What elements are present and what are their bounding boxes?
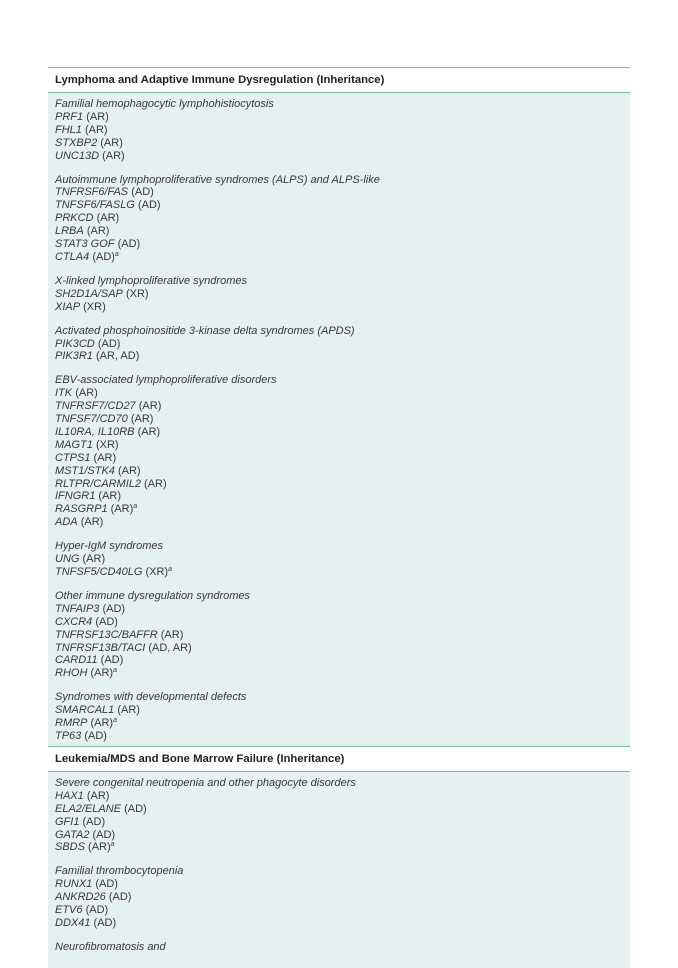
gene-row [55, 150, 623, 163]
footnote-marker: a [133, 503, 138, 511]
gene-symbol: GFI1 [55, 815, 80, 828]
inheritance-mode: (AD, AR) [148, 641, 192, 654]
inheritance-mode: (AD) [93, 916, 117, 929]
gene-symbol: TNFAIP3 [55, 602, 100, 615]
gene-symbol: TNFRSF13B/TACI [55, 641, 146, 654]
inheritance-mode: (AR) [130, 413, 154, 426]
gene-row [55, 516, 623, 529]
gene-row [55, 238, 623, 251]
gene-symbol: PIK3CD [55, 337, 95, 350]
gene-row [55, 667, 623, 680]
gene-symbol: TNFSF6/FASLG [55, 199, 135, 212]
inheritance-mode: (AR) [82, 553, 106, 566]
gene-row [55, 891, 623, 904]
inheritance-mode: (AD) [102, 602, 126, 615]
gene-symbol: STAT3 GOF [55, 238, 115, 251]
gene-row [55, 111, 623, 124]
gene-row [55, 878, 623, 891]
inheritance-mode: (AR) [110, 503, 134, 516]
footnote-marker: a [113, 667, 117, 675]
footnote-marker: a [110, 841, 115, 849]
section-header: Leukemia/MDS and Bone Marrow Failure (Inheritance) [48, 746, 630, 772]
gene-row [55, 629, 623, 642]
gene-row [55, 186, 623, 199]
disorder-group-title: Neurofibromatosis and [55, 940, 166, 953]
inheritance-mode: (XR) [125, 287, 149, 300]
gene-symbol: LRBA [55, 225, 84, 238]
disorder-group-title: Other immune dysregulation syndromes [55, 589, 251, 602]
gene-symbol: XIAP [55, 300, 81, 313]
inheritance-mode: (AD) [108, 891, 132, 904]
inheritance-mode: (AD) [131, 186, 154, 199]
disorder-group-title: Familial thrombocytopenia [55, 865, 184, 878]
inheritance-mode: (AR) [100, 136, 123, 149]
gene-row [55, 803, 623, 816]
gene-symbol: TNFRSF7/CD27 [55, 400, 136, 413]
gene-symbol: IFNGR1 [55, 490, 96, 503]
inheritance-mode: (AD) [92, 250, 115, 263]
disorder-group [55, 941, 623, 954]
inheritance-mode: (AR) [90, 717, 114, 730]
inheritance-mode: (AD) [84, 729, 107, 742]
gene-symbol: TNFSF5/CD40LG [55, 566, 143, 578]
gene-symbol: IL10RA, IL10RB [55, 425, 135, 438]
inheritance-mode: (AD) [137, 199, 161, 212]
inheritance-mode: (AR) [137, 425, 161, 438]
gene-symbol: PIK3R1 [55, 350, 93, 363]
disorder-group [55, 325, 623, 364]
inheritance-mode: (AD) [82, 815, 106, 828]
gene-row [55, 251, 623, 264]
gene-symbol: ADA [55, 516, 78, 529]
gene-symbol: HAX1 [55, 789, 84, 802]
disorder-group [55, 174, 623, 264]
footnote-marker: a [168, 566, 172, 573]
gene-row [55, 350, 623, 363]
gene-row [55, 225, 623, 238]
inheritance-mode: (AR) [96, 212, 120, 225]
gene-row [55, 654, 623, 667]
gene-symbol: MAGT1 [55, 438, 93, 451]
gene-symbol: RHOH [55, 667, 88, 680]
footnote-marker: a [114, 250, 119, 258]
inheritance-mode: (AD) [95, 615, 118, 628]
disorder-group [55, 374, 623, 529]
gene-symbol: RUNX1 [55, 878, 93, 891]
gene-row [55, 503, 623, 516]
disorder-group-title: Familial hemophagocytic lymphohistiocytosis [55, 98, 274, 110]
gene-symbol: CXCR4 [55, 615, 93, 628]
disorder-group [55, 590, 623, 680]
gene-symbol: RASGRP1 [55, 503, 108, 516]
gene-row [55, 288, 623, 301]
disorder-group-title: Hyper-IgM syndromes [55, 540, 163, 553]
footnote-marker: a [113, 717, 117, 725]
gene-row [55, 413, 623, 426]
gene-symbol: ELA2/ELANE [55, 802, 122, 815]
gene-symbol: SMARCAL1 [55, 704, 115, 717]
gene-row [55, 603, 623, 616]
disorder-group [55, 777, 623, 854]
inheritance-mode: (AD) [85, 904, 109, 917]
gene-row [55, 465, 623, 478]
inheritance-mode: (AR) [144, 477, 167, 490]
disorder-group-title: Autoimmune lymphoproliferative syndromes (ALPS) and ALPS-like [55, 173, 380, 186]
gene-symbol: RMRP [55, 717, 88, 730]
gene-row [55, 301, 623, 314]
inheritance-mode: (AR) [80, 516, 104, 529]
section-lymphoma [48, 68, 630, 746]
gene-row [55, 478, 623, 491]
gene-symbol: ANKRD26 [55, 891, 106, 904]
gene-row [55, 137, 623, 150]
gene-row [55, 387, 623, 400]
gene-symbol: CTPS1 [55, 451, 91, 464]
gene-symbol: ITK [55, 387, 73, 400]
gene-row [55, 439, 623, 452]
gene-symbol: FHL1 [55, 123, 82, 136]
gene-symbol: PRF1 [55, 110, 84, 123]
disorder-group [55, 98, 623, 163]
gene-row [55, 338, 623, 351]
gene-row [55, 904, 623, 917]
inheritance-mode: (AR) [88, 841, 111, 854]
gene-symbol: STXBP2 [55, 136, 98, 149]
disorder-group-title: X-linked lymphoproliferative syndromes [55, 274, 247, 287]
gene-row [55, 841, 623, 854]
disorder-group-title: Activated phosphoinositide 3-kinase delta syndromes (APDS) [55, 324, 355, 337]
gene-symbol: TP63 [55, 729, 82, 742]
gene-symbol: RLTPR/CARMIL2 [55, 477, 141, 490]
gene-row [55, 816, 623, 829]
inheritance-mode: (AR) [86, 225, 110, 238]
inheritance-mode: (AD) [117, 238, 141, 251]
gene-row [55, 917, 623, 930]
inheritance-mode: (AD) [95, 878, 118, 891]
gene-row [55, 400, 623, 413]
disorder-group [55, 275, 623, 314]
inheritance-mode: (XR) [95, 438, 119, 451]
inheritance-mode: (AR) [86, 110, 109, 123]
gene-row [55, 730, 623, 743]
gene-row [55, 616, 623, 629]
gene-symbol: CTLA4 [55, 250, 90, 263]
gene-symbol: SBDS [55, 841, 85, 854]
gene-symbol: TNFRSF6/FAS [55, 186, 129, 199]
inheritance-mode: (XR) [83, 300, 106, 313]
inheritance-mode: (AR) [138, 400, 162, 413]
gene-row [55, 212, 623, 225]
gene-symbol: GATA2 [55, 828, 90, 841]
inheritance-mode: (AR) [160, 628, 184, 641]
gene-row [55, 124, 623, 137]
gene-symbol: ETV6 [55, 904, 83, 917]
gene-row [55, 717, 623, 730]
section-header: Lymphoma and Adaptive Immune Dysregulation (Inheritance) [48, 68, 630, 93]
inheritance-mode: (AR) [93, 451, 117, 464]
gene-symbol: UNC13D [55, 149, 100, 162]
gene-row [55, 452, 623, 465]
inheritance-mode: (AR) [90, 667, 114, 680]
section-body [48, 93, 630, 746]
gene-symbol: PRKCD [55, 212, 94, 225]
disorder-group [55, 540, 623, 579]
gene-row [55, 642, 623, 655]
inheritance-mode: (AD) [100, 654, 124, 667]
gene-row [55, 566, 623, 579]
gene-row [55, 490, 623, 503]
inheritance-mode: (AR) [117, 464, 141, 477]
inheritance-mode: (AR) [75, 387, 98, 400]
gene-symbol: TNFRSF13C/BAFFR [55, 628, 158, 641]
inheritance-mode: (AR) [117, 704, 140, 717]
inheritance-mode: (AR) [84, 123, 108, 136]
gene-symbol: MST1/STK4 [55, 464, 115, 477]
inheritance-mode: (AR) [102, 149, 125, 162]
inheritance-mode: (AR, AD) [95, 350, 140, 363]
gene-symbol: UNG [55, 553, 80, 566]
inheritance-mode: (AD) [92, 828, 116, 841]
gene-row [55, 553, 623, 566]
inheritance-mode: (AD) [97, 337, 121, 350]
gene-row [55, 426, 623, 439]
disorder-group-title: Syndromes with developmental defects [55, 691, 247, 704]
gene-table [48, 67, 630, 953]
gene-row [55, 199, 623, 212]
inheritance-mode: (AD) [124, 802, 147, 815]
section-leukemia [48, 746, 630, 968]
inheritance-mode: (AR) [98, 490, 122, 503]
inheritance-mode: (AR) [86, 789, 110, 802]
inheritance-mode: (XR) [145, 566, 169, 578]
disorder-group-title: EBV-associated lymphoproliferative disorders [55, 374, 277, 387]
gene-symbol: SH2D1A/SAP [55, 287, 123, 300]
gene-symbol: TNFSF7/CD70 [55, 413, 128, 426]
disorder-group [55, 865, 623, 930]
gene-row [55, 829, 623, 842]
disorder-group-title: Severe congenital neutropenia and other phagocyte disorders [55, 776, 356, 789]
disorder-group [55, 691, 623, 743]
gene-symbol: CARD11 [55, 654, 98, 667]
section-body [48, 772, 630, 968]
gene-row [55, 704, 623, 717]
gene-row [55, 790, 623, 803]
gene-symbol: DDX41 [55, 916, 91, 929]
